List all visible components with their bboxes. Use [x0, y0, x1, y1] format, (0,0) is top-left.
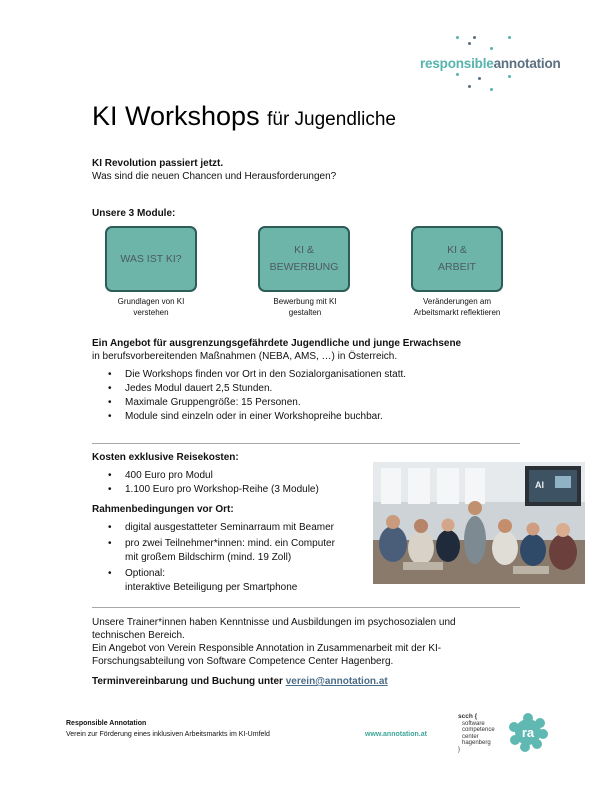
booking-email-link[interactable]: verein@annotation.at	[285, 676, 388, 687]
list-item: • Die Workshops finden vor Ort in den Sozialorganisationen statt.	[92, 368, 512, 382]
brand-logo-text: responsibleannotation	[420, 56, 561, 71]
list-item: • digital ausgestatteter Seminarraum mit Beamer	[92, 521, 367, 535]
module-caption-was-ist-ki: Grundlagen von KI verstehen	[117, 297, 185, 317]
page-subtitle: für Jugendliche	[267, 109, 396, 130]
footer-website-link[interactable]: www.annotation.at	[365, 731, 427, 738]
module-caption-arbeit: Veränderungen am Arbeitsmarkt reflektieren	[413, 297, 501, 317]
modules-heading: Unsere 3 Module:	[92, 208, 176, 219]
list-item: • Jedes Modul dauert 2,5 Stunden.	[92, 382, 512, 396]
offer-headline: Ein Angebot für ausgrenzungsgefährdete Jugendliche und junge Erwachsene	[92, 338, 462, 349]
offer-subline: in berufsvorbereitenden Maßnahmen (NEBA, AMS, …) in Österreich.	[92, 351, 398, 362]
list-item: • 400 Euro pro Modul	[92, 469, 362, 483]
conditions-list	[92, 521, 367, 595]
module-card-was-ist-ki: WAS IST KI?	[105, 226, 197, 292]
list-item: • pro zwei Teilnehmer*innen: mind. ein Computer mit großem Bildschirm (mind. 19 Zoll)	[92, 537, 367, 565]
offer-list	[92, 368, 512, 424]
booking-line: Terminvereinbarung und Buchung unter verein@annotation.at	[92, 676, 388, 687]
scch-logo: scch { software competence center hagenberg }	[458, 713, 495, 753]
conditions-heading: Rahmenbedingungen vor Ort:	[92, 504, 234, 515]
costs-list	[92, 469, 362, 497]
footer-tagline: Verein zur Förderung eines inklusiven Arbeitsmarkts im KI-Umfeld	[66, 731, 270, 738]
workshop-photo	[373, 462, 585, 584]
list-item: • Optional: interaktive Beteiligung per Smartphone	[92, 567, 367, 595]
ra-badge-icon	[508, 712, 548, 752]
svg-text:AI: AI	[535, 480, 544, 490]
page-title: KI Workshops für Jugendliche	[92, 101, 396, 131]
list-item: • Maximale Gruppengröße: 15 Personen.	[92, 396, 512, 410]
module-card-arbeit: KI & ARBEIT	[411, 226, 503, 292]
intro-headline: KI Revolution passiert jetzt.	[92, 158, 224, 169]
footer-org: Responsible Annotation	[66, 720, 147, 727]
list-item: • Module sind einzeln oder in einer Workshopreihe buchbar.	[92, 410, 512, 424]
intro-question: Was sind die neuen Chancen und Herausforderungen?	[92, 171, 337, 182]
module-card-bewerbung: KI & BEWERBUNG	[258, 226, 350, 292]
list-item: • 1.100 Euro pro Workshop-Reihe (3 Module)	[92, 483, 362, 497]
svg-text:ra: ra	[521, 725, 535, 740]
costs-heading: Kosten exklusive Reisekosten:	[92, 452, 239, 463]
trainers-text: Unsere Trainer*innen haben Kenntnisse und Ausbildungen im psychosozialen und technischen Bereich. Ein Angebot von Verein Responsible Annotation in Zusammenarbeit mit der KI- Forschungsabteilung von Software Competence Center Hagenberg.	[92, 617, 456, 667]
divider	[92, 607, 520, 608]
module-caption-bewerbung: Bewerbung mit KI gestalten	[273, 297, 337, 317]
divider	[92, 443, 520, 444]
